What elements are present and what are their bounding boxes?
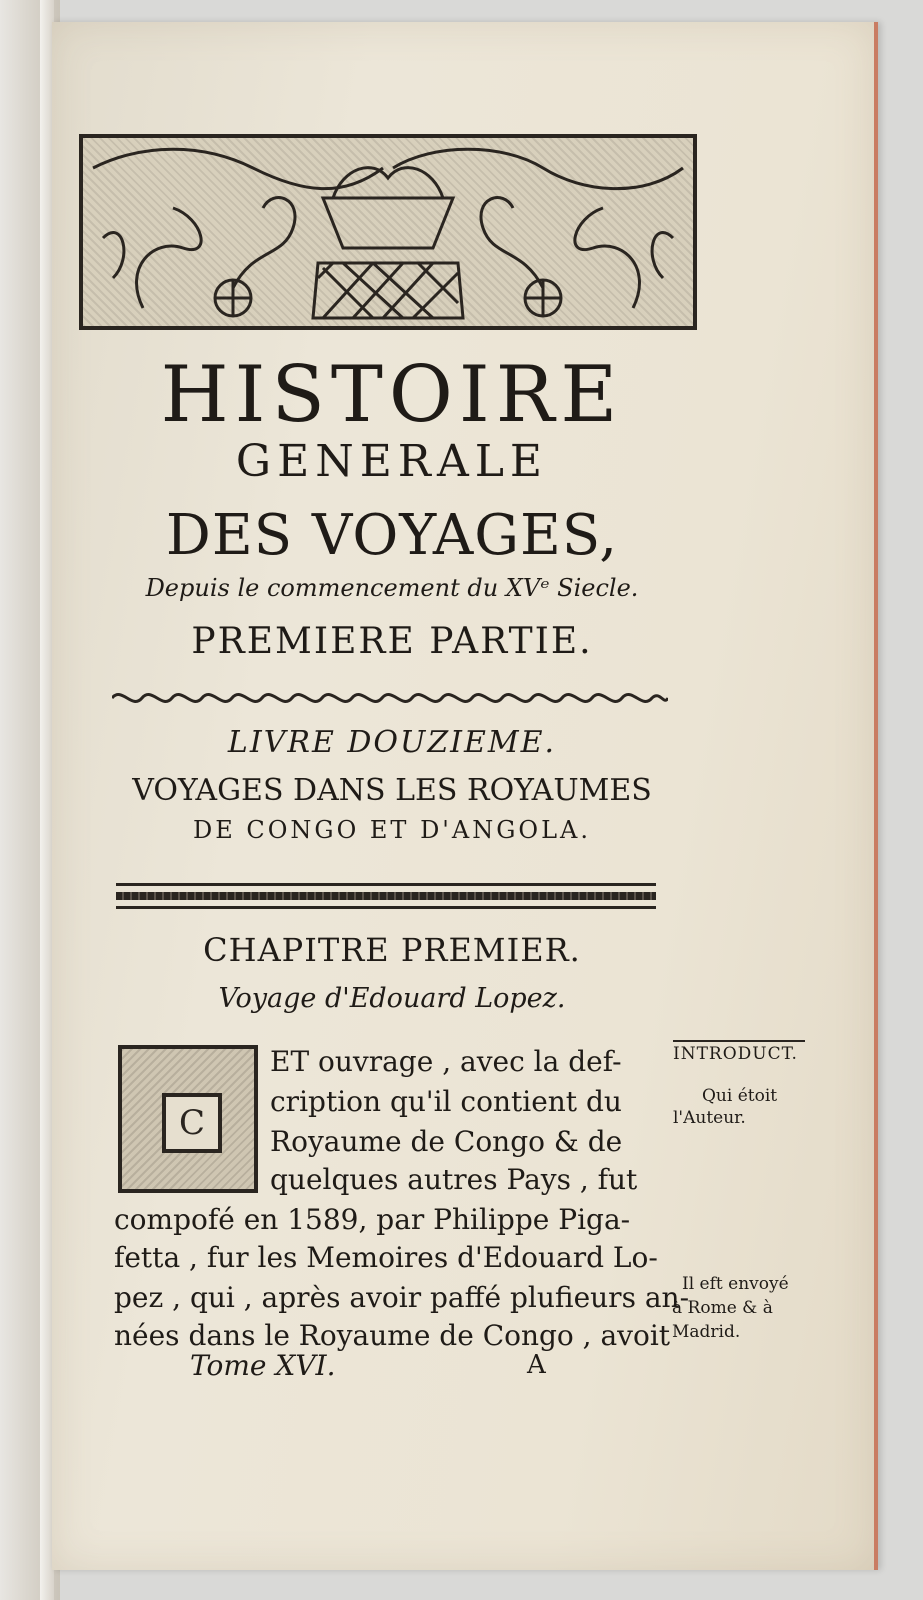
section-heading-line2: DE CONGO ET D'ANGOLA. [193, 816, 591, 844]
initial-letter: C [162, 1093, 222, 1153]
headpiece-ornament [79, 134, 697, 330]
body-line-2: cription qu'il contient du [270, 1085, 622, 1118]
margin-note-1-line-2: l'Auteur. [673, 1108, 746, 1128]
body-line-5: compofé en 1589, par Philippe Piga- [114, 1203, 631, 1236]
body-line-4: quelques autres Pays , fut [270, 1163, 638, 1196]
decorated-initial [118, 1045, 258, 1193]
title-histoire: HISTOIRE [160, 350, 624, 440]
body-line-1: ET ouvrage , avec la def- [270, 1045, 622, 1078]
margin-note-2-line-1: Il eft envoyé [682, 1274, 789, 1294]
rule-bottom [116, 906, 656, 909]
section-heading-line1: VOYAGES DANS LES ROYAUMES [132, 773, 652, 808]
margin-heading: INTRODUCT. [673, 1044, 798, 1064]
margin-note-2-line-2: à Rome & à [672, 1298, 773, 1318]
body-line-8: nées dans le Royaume de Congo , avoit [114, 1319, 671, 1352]
book-heading: LIVRE DOUZIEME. [227, 725, 557, 760]
decorative-scroll-rule [112, 686, 668, 710]
title-des-voyages: DES VOYAGES, [165, 503, 619, 568]
part-heading: PREMIERE PARTIE. [191, 621, 593, 662]
margin-rule [673, 1040, 805, 1042]
body-line-7: pez , qui , après avoir paffé plufieurs an- [114, 1281, 690, 1314]
chapter-title: CHAPITRE PREMIER. [203, 931, 581, 969]
margin-note-1-line-1: Qui étoit [702, 1086, 778, 1106]
floral-basket-ornament [83, 138, 693, 326]
title-subtitle: Depuis le commencement du XVᵉ Siecle. [145, 574, 639, 602]
rule-middle [116, 892, 656, 900]
signature-mark: A [527, 1350, 546, 1380]
volume-label: Tome XVI. [190, 1349, 336, 1382]
margin-note-2-line-3: Madrid. [672, 1322, 741, 1342]
body-line-3: Royaume de Congo & de [270, 1125, 623, 1158]
body-line-6: fetta , fur les Memoires d'Edouard Lo- [114, 1241, 658, 1274]
title-generale: GENERALE [235, 436, 549, 487]
rule-top [116, 883, 656, 886]
chapter-subtitle: Voyage d'Edouard Lopez. [218, 983, 566, 1014]
